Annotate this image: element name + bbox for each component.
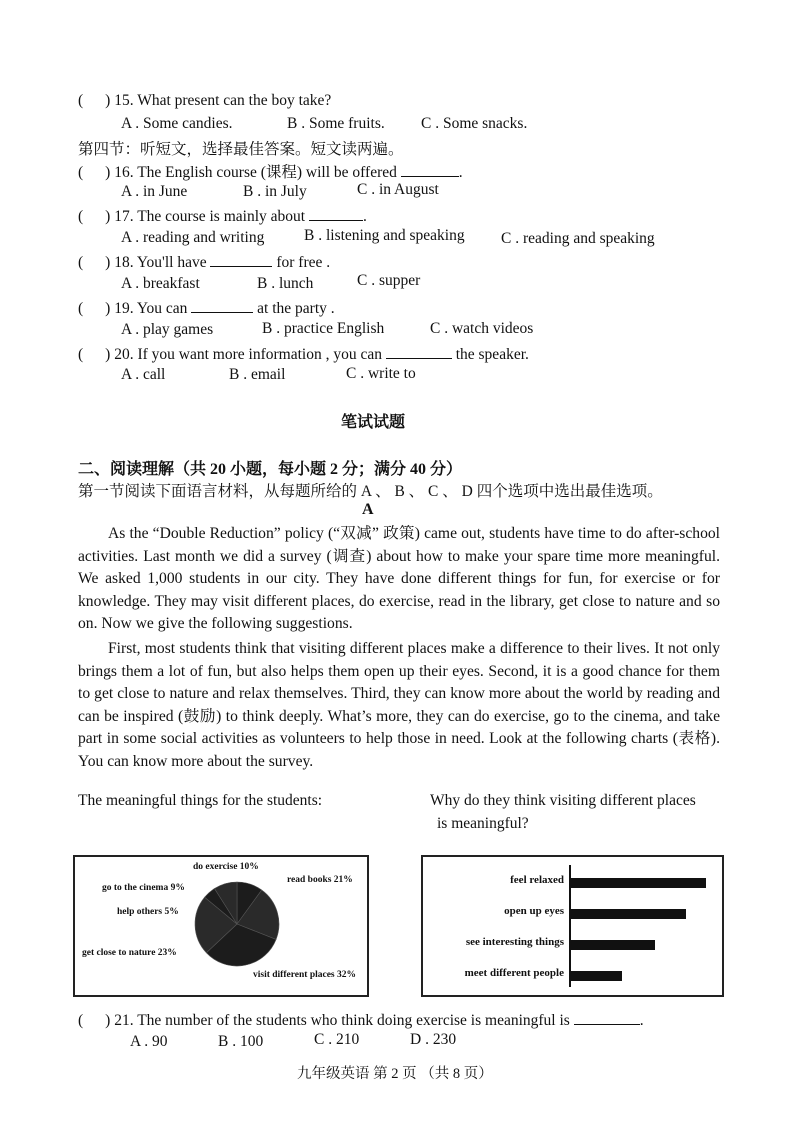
paragraph-1: As the “Double Reduction” policy (“双减” 政策) came out, students have time to do after-school activities. Last month we did a survey (调查) about how to make your spare time more meaningful. We asked 1,000 students in our city. They have done different things for fun, for exercise or for knowledge. They may visit different places, do exercise, read in the library, get close to nature and so on. Now we give the following suggestions. [78, 525, 720, 633]
pie-label: help others 5% [117, 907, 179, 917]
bar-label: meet different people [464, 967, 564, 979]
pie-label: read books 21% [287, 875, 353, 885]
answer-blank[interactable] [210, 252, 272, 267]
option-b[interactable]: B . email [229, 366, 286, 383]
answer-blank[interactable] [309, 206, 363, 221]
page-footer: 九年级英语 第 2 页 （共 8 页） [297, 1066, 493, 1082]
option-b[interactable]: B . in July [243, 183, 307, 200]
option-c[interactable]: C . supper [357, 272, 421, 289]
bar [571, 909, 686, 919]
option-b[interactable]: B . 100 [218, 1033, 264, 1050]
question-17: ( ) 17. The course is mainly about . [78, 208, 367, 225]
option-a[interactable]: A . play games [121, 321, 214, 338]
option-c[interactable]: C . 210 [314, 1031, 360, 1048]
reading-section-heading: 二、阅读理解（共 20 小题，每小题 2 分；满分 40 分） [78, 461, 463, 478]
written-test-title: 笔试试题 [341, 414, 406, 431]
pie-label: visit different places 32% [253, 970, 356, 980]
option-d[interactable]: D . 230 [410, 1031, 457, 1048]
passage-body [78, 523, 720, 774]
option-a[interactable]: A . Some candies. [121, 115, 233, 132]
bar-label: open up eyes [504, 905, 564, 917]
bar-label: feel relaxed [510, 874, 564, 886]
chart1-caption: The meaningful things for the students: [78, 792, 323, 809]
option-b[interactable]: B . Some fruits. [287, 115, 385, 132]
option-c[interactable]: C . Some snacks. [421, 115, 528, 132]
option-c[interactable]: C . watch videos [430, 320, 534, 337]
passage-label: A [362, 501, 374, 518]
bar [571, 878, 706, 888]
bar [571, 940, 655, 950]
pie-label: get close to nature 23% [82, 948, 177, 958]
chart2-caption-line2: is meaningful? [437, 815, 529, 832]
answer-blank[interactable] [574, 1010, 640, 1025]
option-c[interactable]: C . reading and speaking [501, 230, 655, 247]
pie-label: do exercise 10% [193, 862, 259, 872]
option-a[interactable]: A . breakfast [121, 275, 200, 292]
question-21: ( ) 21. The number of the students who think doing exercise is meaningful is . [78, 1012, 644, 1029]
option-b[interactable]: B . lunch [257, 275, 314, 292]
option-a[interactable]: A . 90 [130, 1033, 168, 1050]
option-a[interactable]: A . in June [121, 183, 188, 200]
question-stem: 15. What present can the boy take? [114, 92, 332, 109]
question-20: ( ) 20. If you want more information , you can the speaker. [78, 346, 529, 363]
chart2-caption-line1: Why do they think visiting different places [430, 792, 696, 809]
question-16: ( ) 16. The English course (课程) will be offered . [78, 164, 463, 181]
answer-blank[interactable] [191, 298, 253, 313]
question-15: ( ) 15. What present can the boy take? [78, 92, 332, 109]
option-b[interactable]: B . listening and speaking [304, 227, 465, 244]
bar [571, 971, 622, 981]
section-4-instruction: 第四节：听短文，选择最佳答案。短文读两遍。 [78, 141, 404, 158]
reading-instruction: 第一节阅读下面语言材料，从每题所给的 A 、 B 、 C 、 D 四个选项中选出最佳选项。 [78, 483, 663, 500]
answer-blank[interactable] [401, 162, 459, 177]
answer-blank[interactable] [386, 344, 452, 359]
pie-chart [73, 855, 369, 997]
question-18: ( ) 18. You'll have for free . [78, 254, 331, 271]
bar-chart [421, 855, 724, 997]
question-19: ( ) 19. You can at the party . [78, 300, 335, 317]
option-a[interactable]: A . call [121, 366, 166, 383]
option-b[interactable]: B . practice English [262, 320, 385, 337]
bar-label: see interesting things [465, 936, 564, 948]
pie-label: go to the cinema 9% [102, 883, 185, 893]
option-a[interactable]: A . reading and writing [121, 229, 265, 246]
paragraph-2: First, most students think that visiting different places make a difference to their lives. It not only brings them a lot of fun, but also helps them open up their eyes. Second, it is a good chance for them to get close to nature and relax themselves. Third, they can know more about the world by reading and can be inspired (鼓励) to think deeply. What’s more, they can do exercise, go to the cinema, and take part in some social activities as volunteers to help those in need. Look at the following charts (表格). You can know more about the survey. [78, 639, 720, 770]
option-c[interactable]: C . in August [357, 181, 439, 198]
option-c[interactable]: C . write to [346, 365, 416, 382]
